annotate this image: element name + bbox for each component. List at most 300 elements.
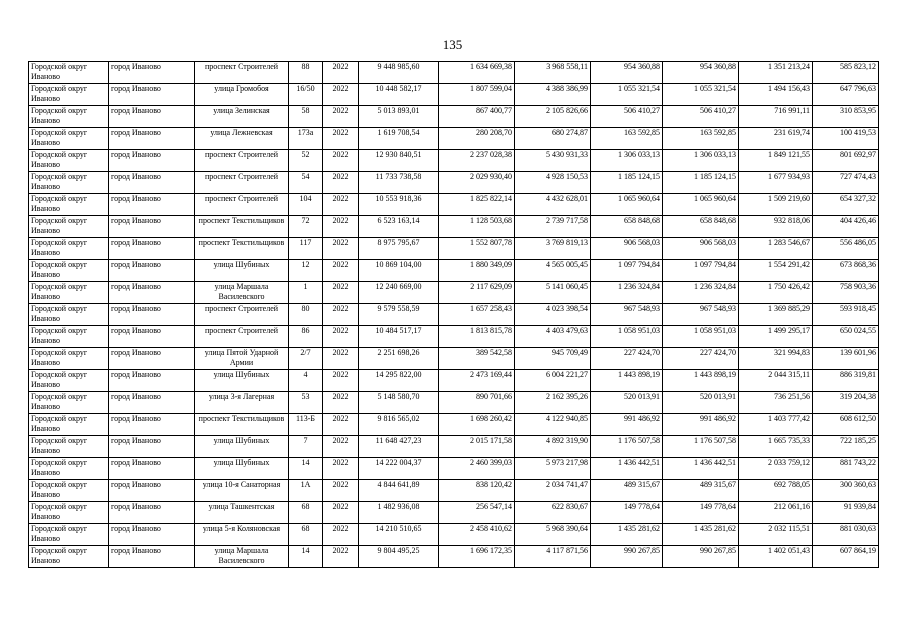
cost-cell-4: 1 236 324,84: [591, 282, 663, 304]
house-number-cell: 80: [289, 304, 323, 326]
table-row: [29, 260, 879, 282]
district-cell: Городской округ Иваново: [29, 238, 109, 260]
cost-cell-5: 149 778,64: [663, 502, 739, 524]
cost-cell-3: 2 162 395,26: [515, 392, 591, 414]
cost-cell-4: 1 306 033,13: [591, 150, 663, 172]
street-cell: проспект Строителей: [195, 304, 289, 326]
cost-cell-5: 163 592,85: [663, 128, 739, 150]
table-row: [29, 436, 879, 458]
cost-cell-7: 881 030,63: [813, 524, 879, 546]
year-cell: 2022: [323, 326, 359, 348]
street-cell: улица Шубиных: [195, 260, 289, 282]
total-cost-cell: 1 619 708,54: [359, 128, 439, 150]
table-row: [29, 326, 879, 348]
cost-cell-6: 1 283 546,67: [739, 238, 813, 260]
cost-cell-4: 967 548,93: [591, 304, 663, 326]
house-number-cell: 113-Б: [289, 414, 323, 436]
district-cell: Городской округ Иваново: [29, 172, 109, 194]
cost-cell-4: 954 360,88: [591, 62, 663, 84]
cost-cell-4: 506 410,27: [591, 106, 663, 128]
total-cost-cell: 10 553 918,36: [359, 194, 439, 216]
cost-cell-3: 4 388 386,99: [515, 84, 591, 106]
house-number-cell: 52: [289, 150, 323, 172]
house-number-cell: 88: [289, 62, 323, 84]
year-cell: 2022: [323, 502, 359, 524]
cost-cell-3: 4 122 940,85: [515, 414, 591, 436]
cost-cell-2: 1 807 599,04: [439, 84, 515, 106]
cost-cell-6: 736 251,56: [739, 392, 813, 414]
house-number-cell: 117: [289, 238, 323, 260]
cost-cell-4: 1 058 951,03: [591, 326, 663, 348]
cost-cell-2: 1 128 503,68: [439, 216, 515, 238]
year-cell: 2022: [323, 172, 359, 194]
cost-cell-5: 1 176 507,58: [663, 436, 739, 458]
table-row: [29, 414, 879, 436]
cost-cell-7: 139 601,96: [813, 348, 879, 370]
cost-cell-4: 991 486,92: [591, 414, 663, 436]
table-row: [29, 172, 879, 194]
cost-cell-6: 1 554 291,42: [739, 260, 813, 282]
cost-cell-5: 1 435 281,62: [663, 524, 739, 546]
cost-cell-4: 1 055 321,54: [591, 84, 663, 106]
cost-cell-5: 1 236 324,84: [663, 282, 739, 304]
cost-cell-3: 4 565 005,45: [515, 260, 591, 282]
total-cost-cell: 9 804 495,25: [359, 546, 439, 568]
street-cell: проспект Строителей: [195, 194, 289, 216]
page-number: 135: [442, 37, 463, 52]
cost-cell-6: 1 351 213,24: [739, 62, 813, 84]
cost-cell-7: 593 918,45: [813, 304, 879, 326]
house-number-cell: 16/50: [289, 84, 323, 106]
cost-cell-4: 1 097 794,84: [591, 260, 663, 282]
house-number-cell: 12: [289, 260, 323, 282]
cost-cell-3: 945 709,49: [515, 348, 591, 370]
cost-cell-6: 716 991,11: [739, 106, 813, 128]
table-row: [29, 216, 879, 238]
total-cost-cell: 5 148 580,70: [359, 392, 439, 414]
cost-cell-7: 310 853,95: [813, 106, 879, 128]
table-row: [29, 106, 879, 128]
cost-cell-3: 4 432 628,01: [515, 194, 591, 216]
cost-cell-2: 1 813 815,78: [439, 326, 515, 348]
cost-cell-7: 404 426,46: [813, 216, 879, 238]
city-cell: город Иваново: [109, 84, 195, 106]
cost-cell-7: 607 864,19: [813, 546, 879, 568]
street-cell: улица 5-я Коляновская: [195, 524, 289, 546]
cost-cell-4: 1 436 442,51: [591, 458, 663, 480]
cost-cell-6: 321 994,83: [739, 348, 813, 370]
cost-cell-7: 319 204,38: [813, 392, 879, 414]
year-cell: 2022: [323, 128, 359, 150]
cost-cell-2: 2 473 169,44: [439, 370, 515, 392]
cost-cell-7: 650 024,55: [813, 326, 879, 348]
total-cost-cell: 9 448 985,60: [359, 62, 439, 84]
city-cell: город Иваново: [109, 458, 195, 480]
year-cell: 2022: [323, 194, 359, 216]
cost-cell-3: 2 034 741,47: [515, 480, 591, 502]
year-cell: 2022: [323, 370, 359, 392]
cost-cell-4: 1 185 124,15: [591, 172, 663, 194]
total-cost-cell: 2 251 698,26: [359, 348, 439, 370]
cost-cell-5: 991 486,92: [663, 414, 739, 436]
table-row: [29, 502, 879, 524]
cost-cell-5: 658 848,68: [663, 216, 739, 238]
city-cell: город Иваново: [109, 414, 195, 436]
district-cell: Городской округ Иваново: [29, 370, 109, 392]
table-row: [29, 304, 879, 326]
cost-cell-5: 1 055 321,54: [663, 84, 739, 106]
cost-cell-3: 2 739 717,58: [515, 216, 591, 238]
total-cost-cell: 8 975 795,67: [359, 238, 439, 260]
cost-cell-5: 1 097 794,84: [663, 260, 739, 282]
cost-cell-4: 1 435 281,62: [591, 524, 663, 546]
cost-cell-3: 680 274,87: [515, 128, 591, 150]
total-cost-cell: 12 930 840,51: [359, 150, 439, 172]
table-row: [29, 458, 879, 480]
house-number-cell: 4: [289, 370, 323, 392]
cost-cell-7: 881 743,22: [813, 458, 879, 480]
cost-cell-2: 890 701,66: [439, 392, 515, 414]
house-number-cell: 2/7: [289, 348, 323, 370]
year-cell: 2022: [323, 304, 359, 326]
year-cell: 2022: [323, 348, 359, 370]
cost-cell-5: 227 424,70: [663, 348, 739, 370]
cost-cell-6: 1 665 735,33: [739, 436, 813, 458]
street-cell: проспект Строителей: [195, 62, 289, 84]
cost-cell-4: 489 315,67: [591, 480, 663, 502]
table-row: [29, 524, 879, 546]
table-row: [29, 370, 879, 392]
street-cell: улица Зелинская: [195, 106, 289, 128]
street-cell: улица Ташкентская: [195, 502, 289, 524]
table-body: [29, 62, 879, 568]
year-cell: 2022: [323, 260, 359, 282]
cost-cell-7: 556 486,05: [813, 238, 879, 260]
year-cell: 2022: [323, 106, 359, 128]
house-number-cell: 53: [289, 392, 323, 414]
house-number-cell: 86: [289, 326, 323, 348]
city-cell: город Иваново: [109, 238, 195, 260]
cost-cell-5: 489 315,67: [663, 480, 739, 502]
table-row: [29, 62, 879, 84]
cost-cell-6: 1 499 295,17: [739, 326, 813, 348]
cost-cell-4: 149 778,64: [591, 502, 663, 524]
city-cell: город Иваново: [109, 502, 195, 524]
year-cell: 2022: [323, 458, 359, 480]
cost-cell-6: 2 033 759,12: [739, 458, 813, 480]
city-cell: город Иваново: [109, 370, 195, 392]
cost-cell-3: 6 004 221,27: [515, 370, 591, 392]
district-cell: Городской округ Иваново: [29, 84, 109, 106]
cost-cell-6: 231 619,74: [739, 128, 813, 150]
cost-cell-7: 100 419,53: [813, 128, 879, 150]
cost-cell-2: 2 117 629,09: [439, 282, 515, 304]
district-cell: Городской округ Иваново: [29, 216, 109, 238]
total-cost-cell: 11 648 427,23: [359, 436, 439, 458]
cost-cell-4: 1 176 507,58: [591, 436, 663, 458]
street-cell: улица Лежневская: [195, 128, 289, 150]
cost-cell-6: 212 061,16: [739, 502, 813, 524]
cost-cell-4: 906 568,03: [591, 238, 663, 260]
year-cell: 2022: [323, 62, 359, 84]
cost-cell-4: 1 443 898,19: [591, 370, 663, 392]
cost-cell-3: 5 973 217,98: [515, 458, 591, 480]
table-row: [29, 392, 879, 414]
cost-cell-7: 585 823,12: [813, 62, 879, 84]
house-number-cell: 173а: [289, 128, 323, 150]
total-cost-cell: 14 222 004,37: [359, 458, 439, 480]
year-cell: 2022: [323, 480, 359, 502]
cost-cell-4: 227 424,70: [591, 348, 663, 370]
cost-cell-7: 758 903,36: [813, 282, 879, 304]
house-number-cell: 14: [289, 458, 323, 480]
street-cell: проспект Строителей: [195, 150, 289, 172]
cost-cell-2: 1 880 349,09: [439, 260, 515, 282]
cost-cell-2: 389 542,58: [439, 348, 515, 370]
district-cell: Городской округ Иваново: [29, 260, 109, 282]
cost-cell-2: 2 460 399,03: [439, 458, 515, 480]
table-row: [29, 480, 879, 502]
street-cell: улица Шубиных: [195, 436, 289, 458]
street-cell: улица Пятой Ударной Армии: [195, 348, 289, 370]
cost-cell-3: 4 928 150,53: [515, 172, 591, 194]
street-cell: улица Шубиных: [195, 458, 289, 480]
cost-cell-5: 990 267,85: [663, 546, 739, 568]
street-cell: проспект Текстильщиков: [195, 414, 289, 436]
cost-cell-6: 2 032 115,51: [739, 524, 813, 546]
city-cell: город Иваново: [109, 172, 195, 194]
cost-cell-3: 622 830,67: [515, 502, 591, 524]
cost-cell-5: 1 443 898,19: [663, 370, 739, 392]
district-cell: Городской округ Иваново: [29, 546, 109, 568]
street-cell: проспект Текстильщиков: [195, 238, 289, 260]
city-cell: город Иваново: [109, 216, 195, 238]
cost-cell-4: 163 592,85: [591, 128, 663, 150]
year-cell: 2022: [323, 436, 359, 458]
table-row: [29, 238, 879, 260]
house-number-cell: 1: [289, 282, 323, 304]
city-cell: город Иваново: [109, 480, 195, 502]
table-row: [29, 128, 879, 150]
cost-cell-3: 4 117 871,56: [515, 546, 591, 568]
city-cell: город Иваново: [109, 326, 195, 348]
street-cell: проспект Текстильщиков: [195, 216, 289, 238]
cost-cell-2: 2 458 410,62: [439, 524, 515, 546]
cost-cell-3: 5 141 060,45: [515, 282, 591, 304]
street-cell: улица Маршала Василевского: [195, 282, 289, 304]
cost-cell-6: 692 788,05: [739, 480, 813, 502]
cost-cell-5: 967 548,93: [663, 304, 739, 326]
city-cell: город Иваново: [109, 392, 195, 414]
cost-cell-5: 506 410,27: [663, 106, 739, 128]
total-cost-cell: 9 816 565,02: [359, 414, 439, 436]
cost-cell-3: 5 430 931,33: [515, 150, 591, 172]
cost-cell-3: 5 968 390,64: [515, 524, 591, 546]
cost-cell-2: 1 825 822,14: [439, 194, 515, 216]
cost-cell-6: 2 044 315,11: [739, 370, 813, 392]
city-cell: город Иваново: [109, 524, 195, 546]
city-cell: город Иваново: [109, 194, 195, 216]
total-cost-cell: 5 013 893,01: [359, 106, 439, 128]
city-cell: город Иваново: [109, 260, 195, 282]
cost-cell-2: 2 237 028,38: [439, 150, 515, 172]
district-cell: Городской округ Иваново: [29, 436, 109, 458]
cost-cell-5: 906 568,03: [663, 238, 739, 260]
cost-cell-6: 1 677 934,93: [739, 172, 813, 194]
street-cell: улица Громобоя: [195, 84, 289, 106]
district-cell: Городской округ Иваново: [29, 348, 109, 370]
cost-cell-6: 1 403 777,42: [739, 414, 813, 436]
house-number-cell: 72: [289, 216, 323, 238]
cost-cell-6: 1 402 051,43: [739, 546, 813, 568]
year-cell: 2022: [323, 546, 359, 568]
house-number-cell: 68: [289, 524, 323, 546]
cost-cell-7: 647 796,63: [813, 84, 879, 106]
cost-cell-7: 608 612,50: [813, 414, 879, 436]
city-cell: город Иваново: [109, 348, 195, 370]
district-cell: Городской округ Иваново: [29, 502, 109, 524]
cost-cell-7: 886 319,81: [813, 370, 879, 392]
cost-cell-5: 520 013,91: [663, 392, 739, 414]
cost-cell-2: 1 698 260,42: [439, 414, 515, 436]
street-cell: улица 3-я Лагерная: [195, 392, 289, 414]
city-cell: город Иваново: [109, 304, 195, 326]
year-cell: 2022: [323, 150, 359, 172]
cost-cell-2: 867 400,77: [439, 106, 515, 128]
house-number-cell: 14: [289, 546, 323, 568]
cost-cell-6: 932 818,06: [739, 216, 813, 238]
cost-cell-2: 256 547,14: [439, 502, 515, 524]
cost-cell-7: 673 868,36: [813, 260, 879, 282]
cost-cell-3: 2 105 826,66: [515, 106, 591, 128]
city-cell: город Иваново: [109, 282, 195, 304]
cost-cell-4: 658 848,68: [591, 216, 663, 238]
city-cell: город Иваново: [109, 128, 195, 150]
year-cell: 2022: [323, 392, 359, 414]
district-cell: Городской округ Иваново: [29, 326, 109, 348]
house-number-cell: 7: [289, 436, 323, 458]
district-cell: Городской округ Иваново: [29, 62, 109, 84]
total-cost-cell: 6 523 163,14: [359, 216, 439, 238]
cost-cell-6: 1 750 426,42: [739, 282, 813, 304]
street-cell: проспект Строителей: [195, 326, 289, 348]
district-cell: Городской округ Иваново: [29, 128, 109, 150]
table-row: [29, 194, 879, 216]
district-cell: Городской округ Иваново: [29, 392, 109, 414]
cost-cell-6: 1 509 219,60: [739, 194, 813, 216]
cost-cell-2: 1 634 669,38: [439, 62, 515, 84]
total-cost-cell: 10 448 582,17: [359, 84, 439, 106]
cost-cell-7: 91 939,84: [813, 502, 879, 524]
total-cost-cell: 4 844 641,89: [359, 480, 439, 502]
total-cost-cell: 11 733 738,58: [359, 172, 439, 194]
cost-cell-7: 722 185,25: [813, 436, 879, 458]
cost-cell-5: 1 436 442,51: [663, 458, 739, 480]
table-row: [29, 282, 879, 304]
table-row: [29, 348, 879, 370]
total-cost-cell: 14 295 822,00: [359, 370, 439, 392]
cost-cell-3: 3 769 819,13: [515, 238, 591, 260]
total-cost-cell: 10 484 517,17: [359, 326, 439, 348]
street-cell: проспект Строителей: [195, 172, 289, 194]
cost-cell-4: 520 013,91: [591, 392, 663, 414]
cost-cell-5: 1 306 033,13: [663, 150, 739, 172]
city-cell: город Иваново: [109, 106, 195, 128]
city-cell: город Иваново: [109, 436, 195, 458]
district-cell: Городской округ Иваново: [29, 458, 109, 480]
year-cell: 2022: [323, 238, 359, 260]
street-cell: улица Маршала Василевского: [195, 546, 289, 568]
cost-cell-4: 990 267,85: [591, 546, 663, 568]
house-number-cell: 68: [289, 502, 323, 524]
cost-cell-2: 280 208,70: [439, 128, 515, 150]
cost-cell-5: 1 185 124,15: [663, 172, 739, 194]
district-cell: Городской округ Иваново: [29, 150, 109, 172]
district-cell: Городской округ Иваново: [29, 194, 109, 216]
city-cell: город Иваново: [109, 62, 195, 84]
district-cell: Городской округ Иваново: [29, 524, 109, 546]
district-cell: Городской округ Иваново: [29, 106, 109, 128]
total-cost-cell: 10 869 104,00: [359, 260, 439, 282]
cost-cell-3: 4 892 319,90: [515, 436, 591, 458]
table-row: [29, 84, 879, 106]
house-number-cell: 104: [289, 194, 323, 216]
cost-cell-5: 1 058 951,03: [663, 326, 739, 348]
year-cell: 2022: [323, 524, 359, 546]
city-cell: город Иваново: [109, 546, 195, 568]
cost-cell-2: 1 657 258,43: [439, 304, 515, 326]
cost-cell-2: 1 696 172,35: [439, 546, 515, 568]
cost-cell-4: 1 065 960,64: [591, 194, 663, 216]
street-cell: улица Шубиных: [195, 370, 289, 392]
district-cell: Городской округ Иваново: [29, 282, 109, 304]
cost-cell-7: 300 360,63: [813, 480, 879, 502]
street-cell: улица 10-я Санаторная: [195, 480, 289, 502]
cost-cell-5: 954 360,88: [663, 62, 739, 84]
cost-cell-2: 2 015 171,58: [439, 436, 515, 458]
cost-cell-2: 1 552 807,78: [439, 238, 515, 260]
data-table: [28, 61, 879, 568]
cost-cell-6: 1 369 885,29: [739, 304, 813, 326]
year-cell: 2022: [323, 414, 359, 436]
house-number-cell: 58: [289, 106, 323, 128]
year-cell: 2022: [323, 216, 359, 238]
district-cell: Городской округ Иваново: [29, 304, 109, 326]
total-cost-cell: 9 579 558,59: [359, 304, 439, 326]
cost-cell-7: 727 474,43: [813, 172, 879, 194]
table-row: [29, 150, 879, 172]
house-number-cell: 1А: [289, 480, 323, 502]
table-row: [29, 546, 879, 568]
district-cell: Городской округ Иваново: [29, 480, 109, 502]
cost-cell-5: 1 065 960,64: [663, 194, 739, 216]
cost-cell-7: 801 692,97: [813, 150, 879, 172]
cost-cell-6: 1 494 156,43: [739, 84, 813, 106]
cost-cell-6: 1 849 121,55: [739, 150, 813, 172]
total-cost-cell: 14 210 510,65: [359, 524, 439, 546]
cost-cell-3: 3 968 558,11: [515, 62, 591, 84]
cost-cell-3: 4 023 398,54: [515, 304, 591, 326]
total-cost-cell: 1 482 936,08: [359, 502, 439, 524]
cost-cell-2: 838 120,42: [439, 480, 515, 502]
year-cell: 2022: [323, 282, 359, 304]
cost-cell-7: 654 327,32: [813, 194, 879, 216]
total-cost-cell: 12 240 669,00: [359, 282, 439, 304]
year-cell: 2022: [323, 84, 359, 106]
house-number-cell: 54: [289, 172, 323, 194]
cost-cell-3: 4 403 479,63: [515, 326, 591, 348]
cost-cell-2: 2 029 930,40: [439, 172, 515, 194]
